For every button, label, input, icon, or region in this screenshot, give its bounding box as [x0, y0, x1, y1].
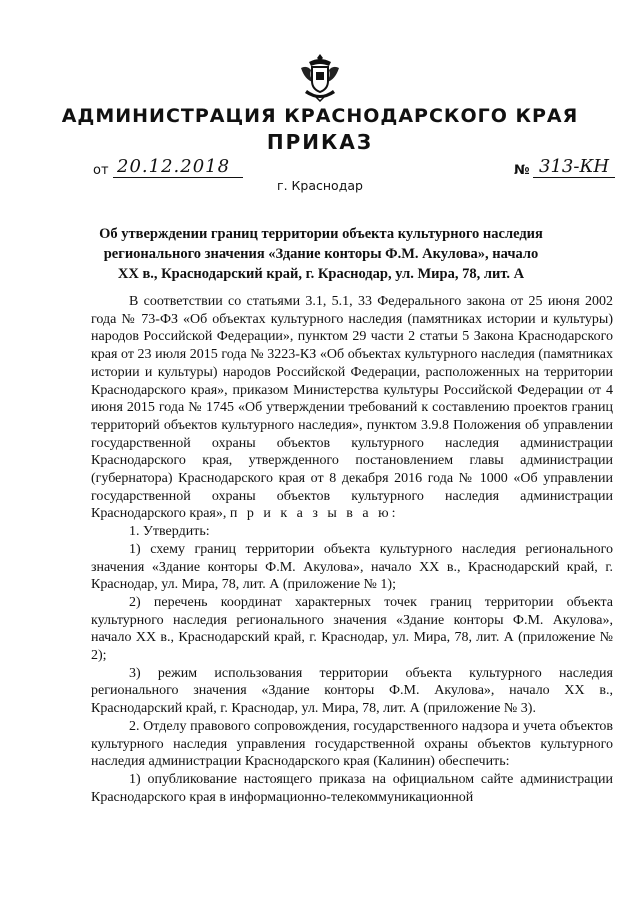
paragraph: [91, 293, 613, 523]
city: г. Краснодар: [277, 178, 363, 193]
paragraph: 1) опубликование настоящего приказа на официальном сайте администрации Краснодарского края в информационно-телекоммуникационной: [91, 771, 613, 805]
document-date: 20.12.2018: [113, 156, 243, 178]
document-type: ПРИКАЗ: [266, 130, 374, 154]
document-number: 313-КН: [533, 156, 615, 178]
document-body: [91, 293, 613, 806]
paragraph-text: В соответствии со статьями 3.1, 5.1, 33 Федерального закона от 25 июня 2002 года № 73-ФЗ «Об объектах культурного наследия (памятниках истории и культуры) народов Российской Федерации», пунктом 29 части 2 статьи 5 Закона Краснодарского края от 23 июля 2015 года № 3223-КЗ «Об объектах культурного наследия (памятниках истории и культуры) народов Российской Федерации, расположенных на территории Краснодарского края», приказом Министерства культуры Российской Федерации от 4 июня 2015 года № 1745 «Об утверждении требований к составлению проектов границ территорий объектов культурного наследия», пунктом 3.9.8 Положения об управлении государственной охраны объектов культурного наследия администрации Краснодарского края, утвержденного постановлением главы администрации (губернатора) Краснодарского края от 8 декабря 2016 года № 1000 «Об управлении государственной охраны объектов культурного наследия администрации Краснодарского края»,: [91, 294, 613, 522]
organization-name: АДМИНИСТРАЦИЯ КРАСНОДАРСКОГО КРАЯ: [61, 105, 579, 127]
document-title: Об утверждении границ территории объекта культурного наследия регионального значения «Здание конторы Ф.М. Акулова», начало XX в., Краснодарский край, г. Краснодар, ул. Мира, 78, лит. А: [99, 226, 543, 282]
coat-of-arms-icon: [297, 52, 343, 102]
order-word: п р и к а з ы в а ю:: [229, 506, 399, 522]
paragraph: 1) схему границ территории объекта культурного наследия регионального значения «Здание конторы Ф.М. Акулова», начало XX в., Краснодарский край, г. Краснодар, ул. Мира, 78, лит. А (приложение № 1);: [91, 541, 613, 593]
paragraph: 3) режим использования территории объекта культурного наследия регионального значения «Здание конторы Ф.М. Акулова», начало XX в., Краснодарский край, г. Краснодар, ул. Мира, 78, лит. А (приложение № 3).: [91, 665, 613, 717]
number-prefix: №: [514, 163, 530, 178]
paragraph: 2) перечень координат характерных точек границ территории объекта культурного наследия регионального значения «Здание конторы Ф.М. Акулова», начало XX в., Краснодарский край, г. Краснодар, ул. Мира, 78, лит. А (приложение № 2);: [91, 594, 613, 664]
paragraph: 1. Утвердить:: [129, 524, 210, 540]
paragraph: 2. Отделу правового сопровождения, государственного надзора и учета объектов культурного наследия управления государственной охраны объектов культурного наследия администрации Краснодарского края (Калинин) обеспечить:: [91, 718, 613, 770]
date-prefix: от: [93, 163, 109, 178]
